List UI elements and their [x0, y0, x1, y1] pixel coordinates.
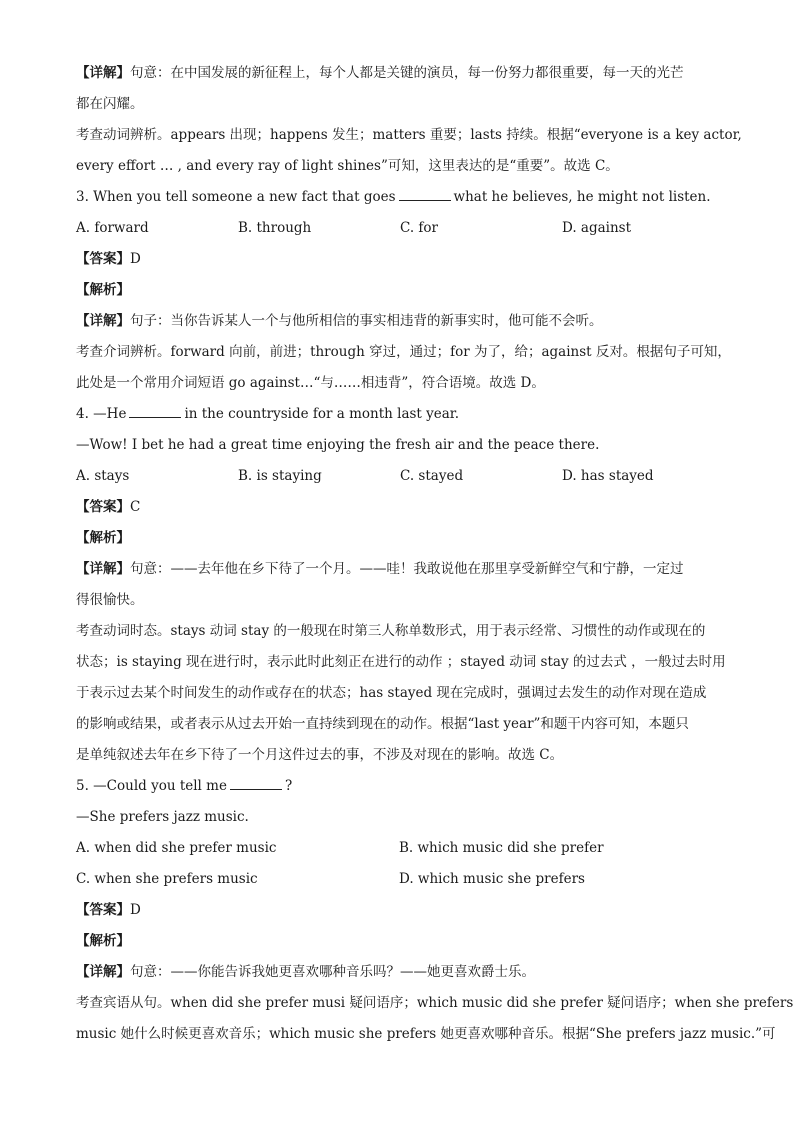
- answer-option: D. has stayed: [562, 468, 654, 484]
- question-text: in the countryside for a month last year.: [184, 406, 460, 422]
- analysis-label: 【解析】: [76, 933, 130, 949]
- answer-value: D: [130, 902, 141, 918]
- explanation-text: 状态；is staying 现在进行时，表示此时此刻正在进行的动作 ；stayed 动词 stay 的过去式 ，一般过去时用: [76, 654, 726, 670]
- question-text: ?: [284, 778, 293, 794]
- question-text: 3. When you tell someone a new fact that goes: [76, 189, 396, 205]
- detail-label: 【详解】: [76, 313, 130, 329]
- explanation-line: [76, 802, 726, 833]
- explanation-text: 得很愉快。: [76, 592, 144, 608]
- answer-label: 【答案】: [76, 902, 130, 918]
- explanation-line: [76, 120, 742, 151]
- explanation-line: [76, 988, 794, 1019]
- answer-line: [76, 492, 726, 523]
- answer-option: D. against: [562, 220, 632, 236]
- explanation-line: [76, 647, 726, 678]
- explanation-line: [76, 616, 726, 647]
- answer-option: D. which music she prefers: [399, 871, 585, 887]
- explanation-line: [76, 554, 726, 585]
- question-stem: [76, 771, 726, 802]
- answer-blank: [230, 777, 282, 790]
- answer-option: A. when did she prefer music: [76, 840, 277, 856]
- answer-options-row: [76, 213, 726, 244]
- analysis-heading: [76, 275, 726, 306]
- answer-option: C. when she prefers music: [76, 871, 258, 887]
- analysis-label: 【解析】: [76, 282, 130, 298]
- analysis-heading: [76, 926, 726, 957]
- explanation-line: [76, 1019, 776, 1050]
- detail-label: 【详解】: [76, 964, 130, 980]
- explanation-line: [76, 678, 726, 709]
- explanation-text: 于表示过去某个时间发生的动作或存在的状态；has stayed 现在完成时，强调过去发生的动作对现在造成: [76, 685, 707, 701]
- explanation-line: [76, 585, 726, 616]
- answer-blank: [129, 405, 181, 418]
- explanation-text: 考查动词辨析。appears 出现；happens 发生；matters 重要；lasts 持续。根据“everyone is a key actor,: [76, 127, 742, 143]
- answer-option: B. which music did she prefer: [399, 840, 604, 856]
- explanation-text: 句意：——你能告诉我她更喜欢哪种音乐吗？——她更喜欢爵士乐。: [130, 964, 535, 980]
- explanation-text: —She prefers jazz music.: [76, 809, 249, 825]
- answer-options-row: [76, 461, 726, 492]
- analysis-label: 【解析】: [76, 530, 130, 546]
- explanation-line: [76, 368, 726, 399]
- explanation-text: 考查介词辨析。forward 向前，前进；through 穿过，通过；for 为了，给；against 反对。根据句子可知，: [76, 344, 731, 360]
- explanation-line: [76, 430, 726, 461]
- explanation-text: 考查动词时态。stays 动词 stay 的一般现在时第三人称单数形式，用于表示经常、习惯性的动作或现在的: [76, 623, 706, 639]
- answer-value: D: [130, 251, 141, 267]
- detail-label: 【详解】: [76, 65, 130, 81]
- answer-line: [76, 895, 726, 926]
- explanation-text: 句意：——去年他在乡下待了一个月。——哇！我敢说他在那里享受新鲜空气和宁静，一定过: [130, 561, 684, 577]
- answer-option: B. through: [238, 220, 312, 236]
- question-stem: [76, 182, 726, 213]
- explanation-text: 此处是一个常用介词短语 go against…“与……相违背”，符合语境。故选 D。: [76, 375, 545, 391]
- question-text: 4. —He: [76, 406, 127, 422]
- explanation-text: 是单纯叙述去年在乡下待了一个月这件过去的事，不涉及对现在的影响。故选 C。: [76, 747, 564, 763]
- question-text: what he believes, he might not listen.: [453, 189, 711, 205]
- answer-line: [76, 244, 726, 275]
- explanation-text: 的影响或结果，或者表示从过去开始一直持续到现在的动作。根据“last year”和题干内容可知，本题只: [76, 716, 689, 732]
- explanation-text: every effort … , and every ray of light shines”可知，这里表达的是“重要”。故选 C。: [76, 158, 619, 174]
- question-text: 5. —Could you tell me: [76, 778, 227, 794]
- explanation-line: [76, 709, 726, 740]
- answer-option: A. forward: [76, 220, 149, 236]
- answer-label: 【答案】: [76, 499, 130, 515]
- answer-options-row: [76, 864, 726, 895]
- analysis-heading: [76, 523, 726, 554]
- explanation-text: 都在闪耀。: [76, 96, 144, 112]
- explanation-text: 考查宾语从句。when did she prefer musi 疑问语序；which music did she prefer 疑问语序；when she prefers: [76, 995, 794, 1011]
- answer-option: C. for: [400, 220, 439, 236]
- explanation-line: [76, 151, 726, 182]
- question-stem: [76, 399, 726, 430]
- answer-option: B. is staying: [238, 468, 322, 484]
- explanation-text: —Wow! I bet he had a great time enjoying the fresh air and the peace there.: [76, 437, 600, 453]
- answer-blank: [399, 188, 451, 201]
- answer-option: A. stays: [76, 468, 130, 484]
- explanation-text: 句子：当你告诉某人一个与他所相信的事实相违背的新事实时，他可能不会听。: [130, 313, 603, 329]
- answer-label: 【答案】: [76, 251, 130, 267]
- explanation-line: [76, 337, 731, 368]
- explanation-line: [76, 957, 726, 988]
- explanation-text: music 她什么时候更喜欢音乐；which music she prefers 她更喜欢哪种音乐。根据“She prefers jazz music.”可: [76, 1026, 776, 1042]
- explanation-text: 句意：在中国发展的新征程上，每个人都是关键的演员，每一份努力都很重要，每一天的光芒: [130, 65, 684, 81]
- document-page: [76, 58, 794, 1050]
- answer-option: C. stayed: [400, 468, 464, 484]
- detail-label: 【详解】: [76, 561, 130, 577]
- explanation-line: [76, 306, 726, 337]
- answer-value: C: [130, 499, 141, 515]
- explanation-line: [76, 740, 726, 771]
- answer-options-row: [76, 833, 726, 864]
- explanation-line: [76, 89, 726, 120]
- explanation-line: [76, 58, 726, 89]
